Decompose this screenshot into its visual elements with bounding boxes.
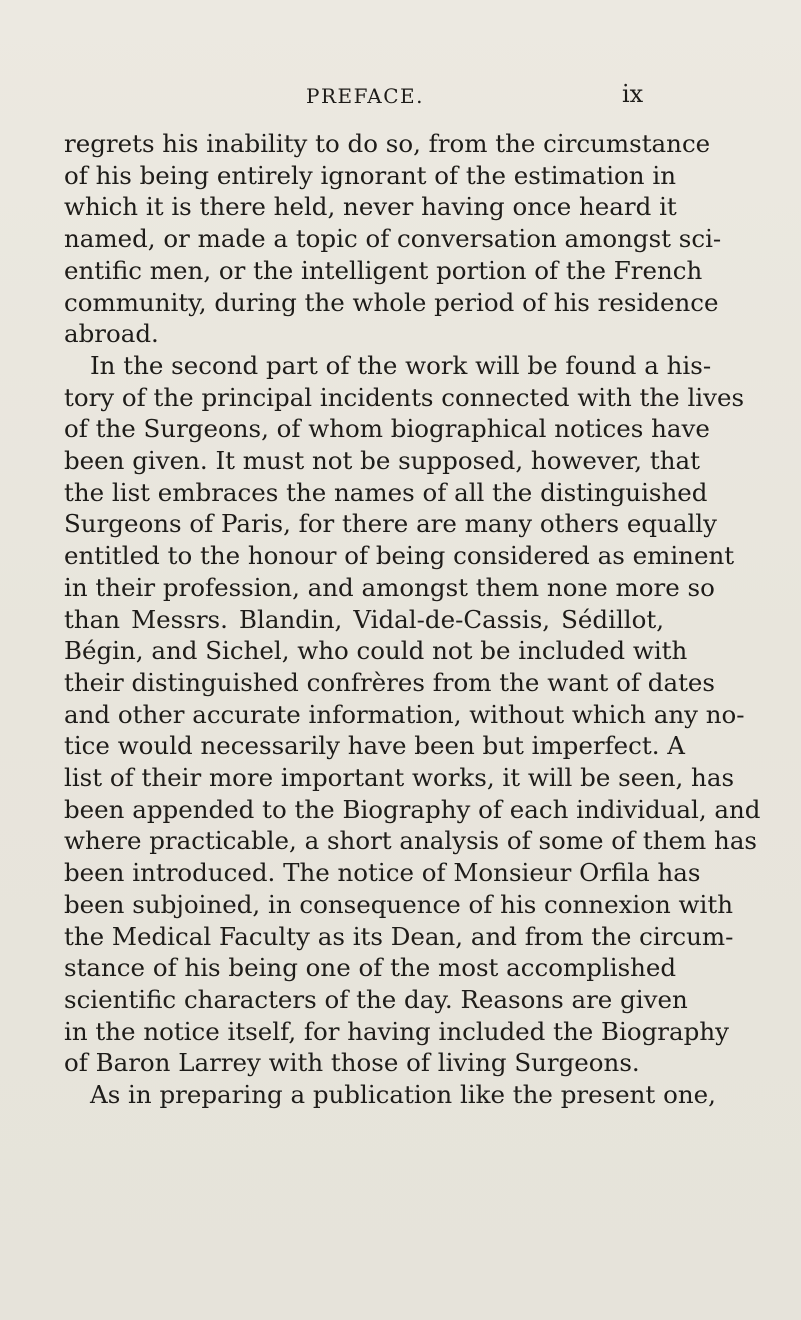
text-line: than Messrs. Blandin, Vidal-de-Cassis, Sédillot,	[64, 604, 664, 634]
text-line: tory of the principal incidents connected with the lives	[64, 382, 745, 412]
page-header	[0, 80, 801, 114]
running-title: PREFACE.	[306, 84, 424, 108]
text-line: Bégin, and Sichel, who could not be included with	[64, 636, 688, 666]
text-line: named, or made a topic of conversation amongst sci-	[64, 224, 722, 254]
text-line: abroad.	[64, 319, 159, 349]
text-line: their distinguished confrères from the want of dates	[64, 667, 715, 697]
text-line: the list embraces the names of all the distinguished	[64, 477, 708, 507]
text-line: entific men, or the intelligent portion of the French	[64, 255, 703, 285]
text-line: entitled to the honour of being considered as eminent	[64, 541, 735, 571]
body-text	[64, 128, 761, 1111]
text-line: been subjoined, in consequence of his connexion with	[64, 889, 733, 919]
text-line: Surgeons of Paris, for there are many others equally	[64, 509, 717, 539]
text-line: of Baron Larrey with those of living Surgeons.	[64, 1048, 640, 1078]
text-line: which it is there held, never having once heard it	[64, 192, 677, 222]
text-line: in the notice itself, for having included the Biography	[64, 1016, 729, 1046]
text-line: of his being entirely ignorant of the estimation in	[64, 160, 676, 190]
text-line: list of their more important works, it will be seen, has	[64, 763, 735, 793]
text-line: of the Surgeons, of whom biographical notices have	[64, 414, 710, 444]
text-line: been introduced. The notice of Monsieur Orfila has	[64, 858, 701, 888]
text-line: stance of his being one of the most accomplished	[64, 953, 677, 983]
text-line: the Medical Faculty as its Dean, and from the circum-	[64, 921, 734, 951]
text-line: scientific characters of the day. Reasons are given	[64, 984, 688, 1014]
text-line: been appended to the Biography of each individual, and	[64, 794, 761, 824]
text-line: tice would necessarily have been but imperfect. A	[64, 731, 685, 761]
text-line: regrets his inability to do so, from the circumstance	[64, 129, 711, 158]
text-line: and other accurate information, without which any no-	[64, 699, 745, 729]
text-line: in their profession, and amongst them none more so	[64, 572, 715, 602]
page-number: ix	[622, 80, 644, 108]
text-line: where practicable, a short analysis of some of them has	[64, 826, 758, 856]
text-line: community, during the whole period of his residence	[64, 287, 719, 317]
text-line: been given. It must not be supposed, however, that	[64, 446, 700, 476]
text-line: In the second part of the work will be found a his-	[90, 350, 712, 380]
text-line: As in preparing a publication like the present one,	[90, 1080, 716, 1110]
